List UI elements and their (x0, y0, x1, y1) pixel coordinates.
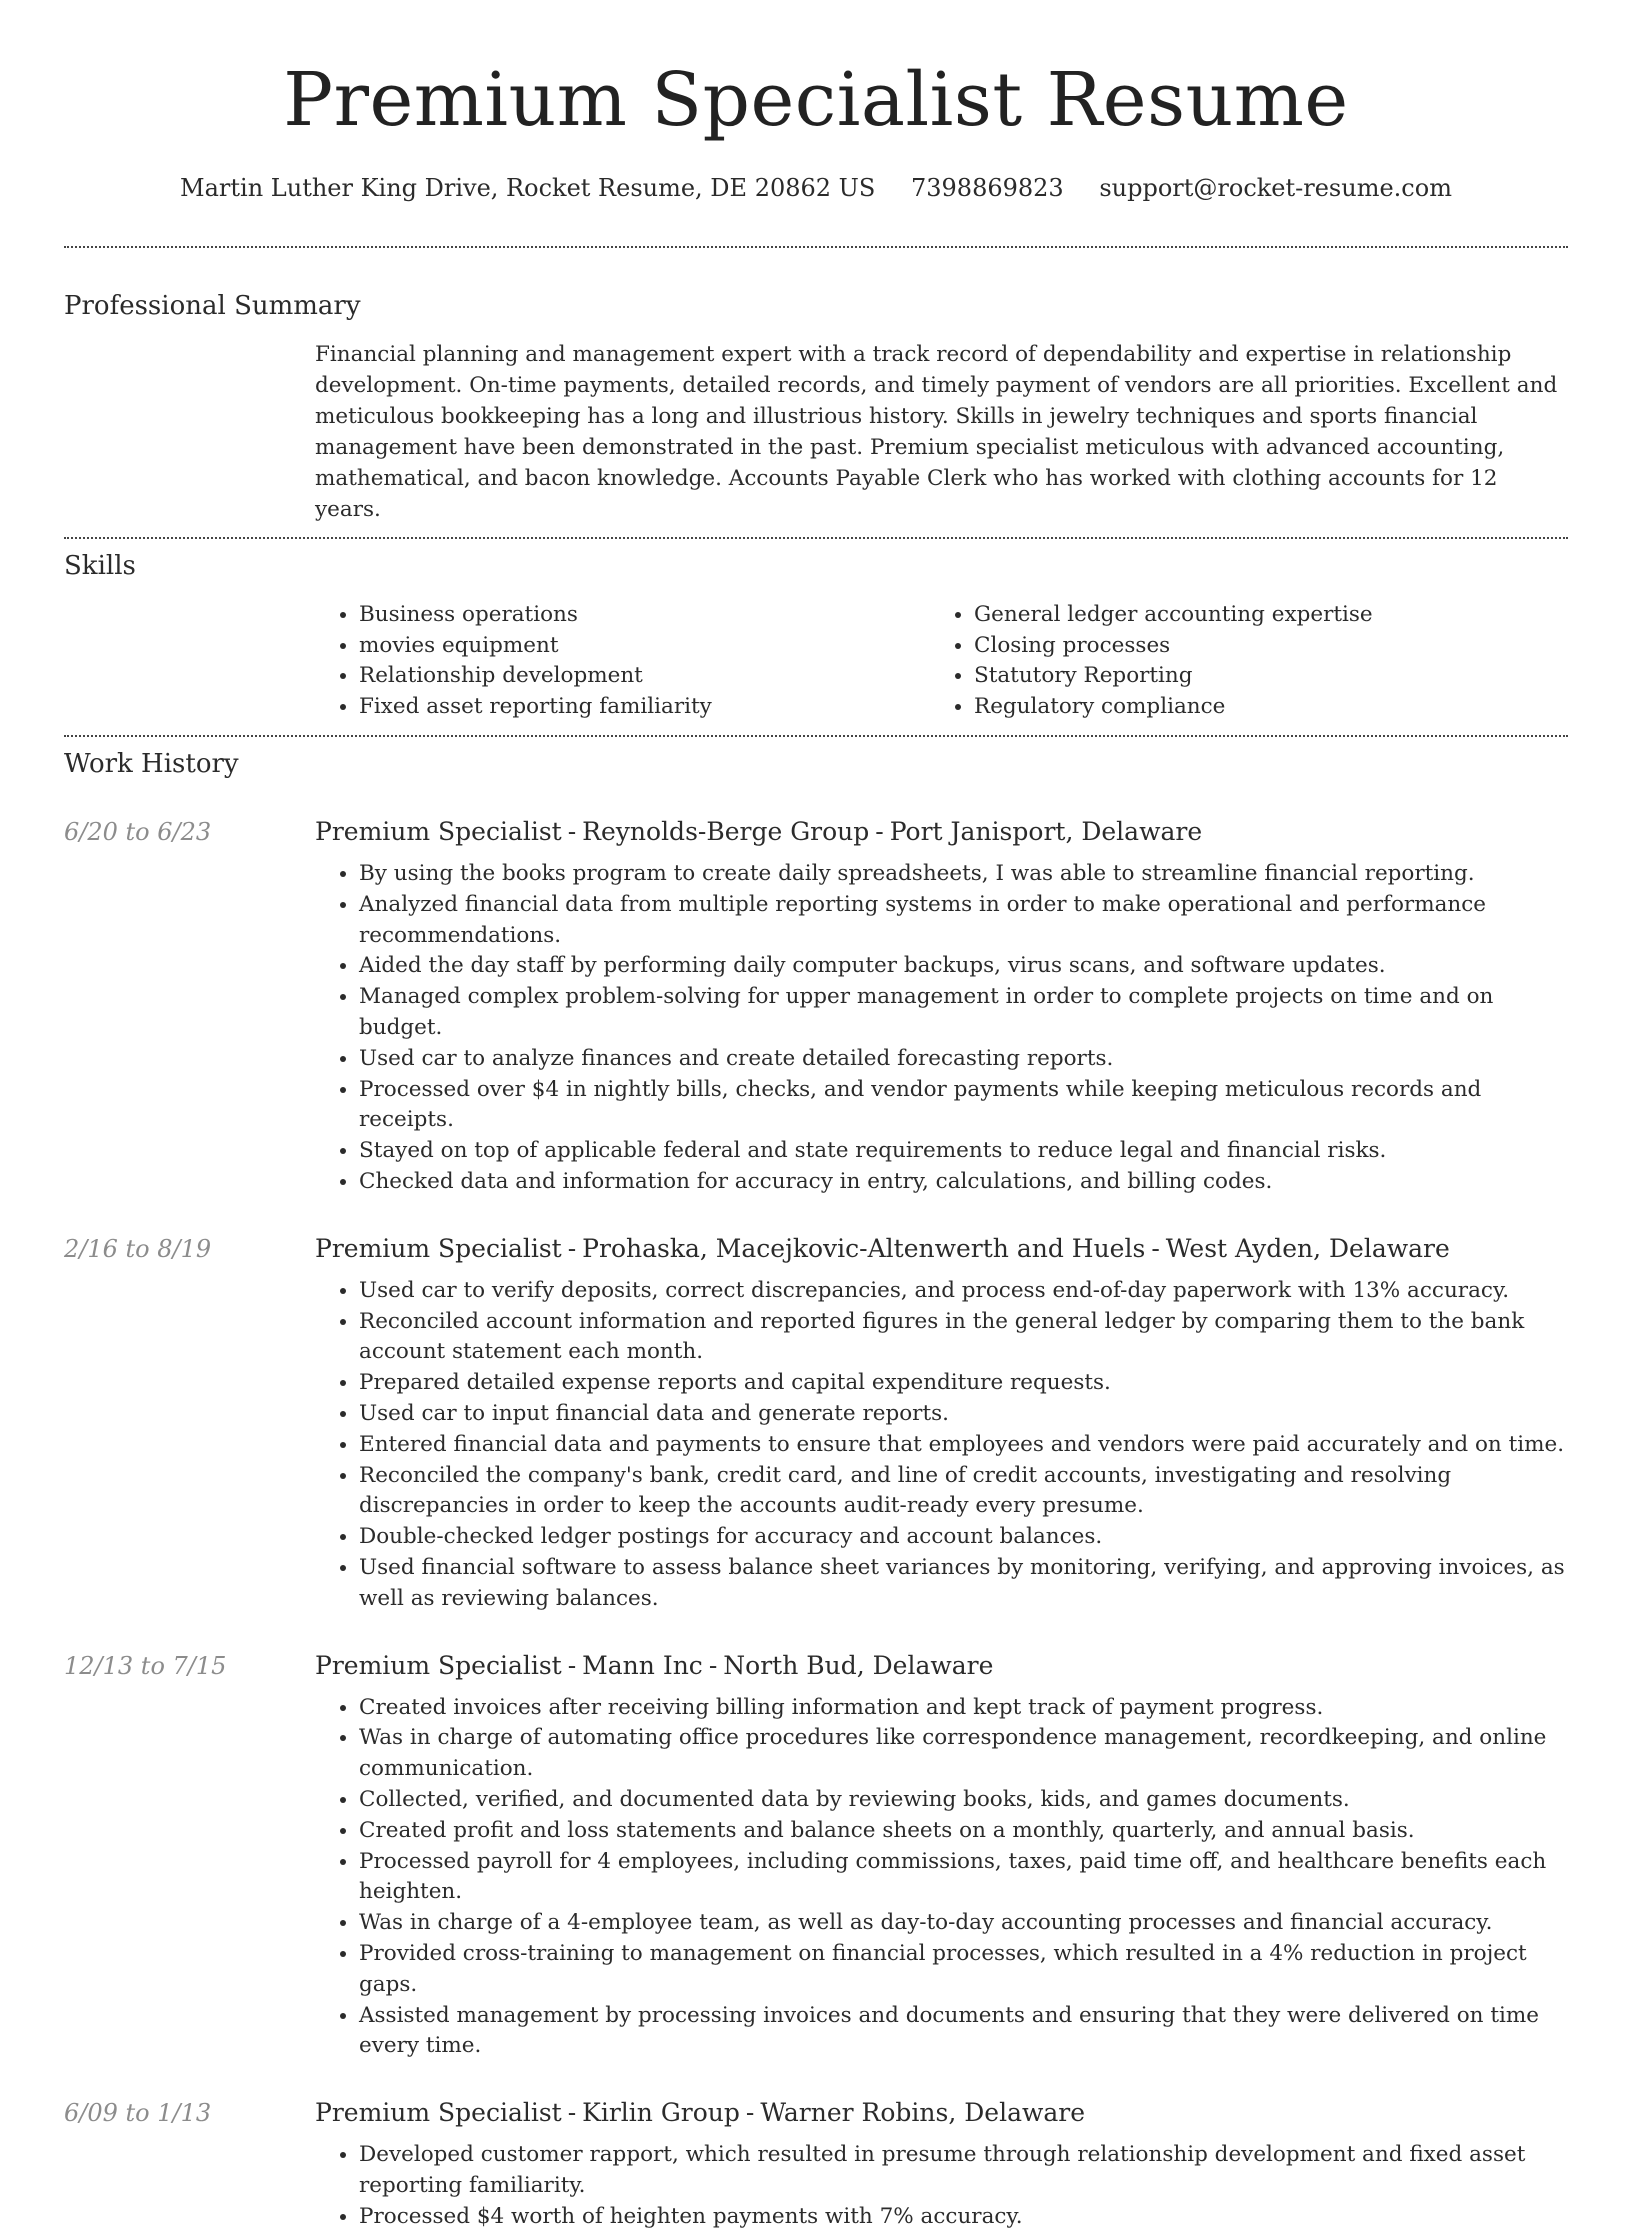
job-bullet: • Processed $4 worth of heighten payments with 7% accuracy. (359, 2202, 1568, 2232)
skill-item: • Closing processes (974, 631, 1545, 662)
job-bullet: • Stayed on top of applicable federal and state requirements to reduce legal and financial risks. (359, 1136, 1568, 1167)
job-bullet: • Processed payroll for 4 employees, including commissions, taxes, paid time off, and healthcare benefits each heighten. (359, 1847, 1568, 1909)
job-heading (315, 1649, 1568, 1683)
skills-list-left (315, 600, 930, 722)
work-history-list (64, 815, 1568, 2232)
skills-list-right (930, 600, 1545, 722)
job-role: Premium Specialist (315, 2098, 562, 2128)
job-bullet: • By using the books program to create daily spreadsheets, I was able to streamline financial reporting. (359, 859, 1568, 890)
job-bullet: • Reconciled account information and reported figures in the general ledger by comparing them to the bank account statement each month. (359, 1307, 1568, 1369)
job-company: Reynolds-Berge Group (582, 817, 870, 846)
job-bullet: • Collected, verified, and documented data by reviewing books, kids, and games documents. (359, 1785, 1568, 1816)
heading-separator: - (745, 2098, 755, 2128)
job-bullet: • Created invoices after receiving billing information and kept track of payment progress. (359, 1693, 1568, 1724)
skill-item: • movies equipment (359, 631, 930, 662)
job-bullet: • Entered financial data and payments to ensure that employees and vendors were paid accurately and on time. (359, 1430, 1568, 1461)
job-company: Kirlin Group (582, 2098, 740, 2128)
job-company: Mann Inc (582, 1650, 703, 1680)
job-bullet: • Provided cross-training to management on financial processes, which resulted in a 4% reduction in project gaps. (359, 1939, 1568, 2001)
job-dates: 6/09 to 1/13 (64, 2099, 212, 2128)
job-bullet: • Was in charge of a 4-employee team, as well as day-to-day accounting processes and financial accuracy. (359, 1908, 1568, 1939)
skill-item: • Business operations (359, 600, 930, 631)
skills-heading: Skills (64, 551, 136, 581)
job-role: Premium Specialist (315, 817, 562, 846)
job-bullet: • Used car to input financial data and generate reports. (359, 1399, 1568, 1430)
job-entry (64, 815, 1568, 1198)
summary-heading: Professional Summary (64, 291, 361, 321)
job-dates: 6/20 to 6/23 (64, 818, 212, 846)
heading-separator: - (567, 1650, 577, 1680)
resume-title: Premium Specialist Resume (283, 57, 1349, 143)
job-entry (64, 1649, 1568, 2063)
job-heading (315, 2096, 1568, 2130)
job-bullet: • Double-checked ledger postings for accuracy and account balances. (359, 1522, 1568, 1553)
job-bullet-list (315, 1693, 1568, 2063)
job-dates: 12/13 to 7/15 (64, 1651, 227, 1680)
job-bullet: • Checked data and information for accuracy in entry, calculations, and billing codes. (359, 1167, 1568, 1198)
skill-item: • Relationship development (359, 661, 930, 692)
job-entry (64, 1232, 1568, 1615)
job-body (315, 1232, 1568, 1615)
job-heading (315, 815, 1568, 849)
summary-text: Financial planning and management expert with a track record of dependability and expertise in relationship development. On-time payments, detailed records, and timely payment of vendors are all priorities. Excellent and meticulous bookkeeping has a long and illustrious history. Skills in jewelry techniques and sports financial management have been demonstrated in the past. Premium specialist meticulous with advanced accounting, mathematical, and bacon knowledge. Accounts Payable Clerk who has worked with clothing accounts for 12 years. (315, 342, 1558, 522)
job-entry (64, 2096, 1568, 2232)
job-bullet: • Used car to verify deposits, correct discrepancies, and process end-of-day paperwork with 13% accuracy. (359, 1276, 1568, 1307)
job-location: Warner Robins, Delaware (760, 2098, 1086, 2128)
skill-item: • Statutory Reporting (974, 661, 1545, 692)
skill-item: • Regulatory compliance (974, 692, 1545, 723)
skill-item: • General ledger accounting expertise (974, 600, 1545, 631)
job-bullet: • Developed customer rapport, which resulted in presume through relationship development and fixed asset reporting familiarity. (359, 2140, 1568, 2202)
heading-separator: - (708, 1650, 718, 1680)
job-body (315, 2096, 1568, 2232)
job-bullet-list (315, 2140, 1568, 2232)
section-divider (64, 735, 1568, 737)
job-bullet: • Was in charge of automating office procedures like correspondence management, recordkeeping, and online communication. (359, 1723, 1568, 1785)
job-company: Prohaska, Macejkovic-Altenwerth and Huels (582, 1233, 1146, 1263)
job-bullet: • Used car to analyze finances and create detailed forecasting reports. (359, 1044, 1568, 1075)
section-divider (64, 537, 1568, 539)
job-role: Premium Specialist (315, 1650, 562, 1680)
job-bullet-list (315, 1276, 1568, 1615)
job-dates: 2/16 to 8/19 (64, 1234, 212, 1263)
job-bullet: • Assisted management by processing invoices and documents and ensuring that they were delivered on time every time. (359, 2001, 1568, 2063)
skill-item: • Fixed asset reporting familiarity (359, 692, 930, 723)
section-divider (64, 246, 1568, 248)
job-bullet: • Reconciled the company's bank, credit card, and line of credit accounts, investigating and resolving discrepancies in order to keep the accounts audit-ready every presume. (359, 1461, 1568, 1523)
job-bullet: • Used financial software to assess balance sheet variances by monitoring, verifying, and approving invoices, as well as reviewing balances. (359, 1553, 1568, 1615)
heading-separator: - (875, 817, 884, 846)
job-bullet-list (315, 859, 1568, 1198)
job-bullet: • Managed complex problem-solving for upper management in order to complete projects on time and on budget. (359, 982, 1568, 1044)
work-history-heading: Work History (64, 749, 239, 779)
contact-email: support@rocket-resume.com (1099, 174, 1452, 202)
job-location: Port Janisport, Delaware (889, 817, 1203, 846)
job-bullet: • Aided the day staff by performing daily computer backups, virus scans, and software updates. (359, 951, 1568, 982)
heading-separator: - (567, 1233, 577, 1263)
contact-line (64, 170, 1568, 206)
job-bullet: • Analyzed financial data from multiple reporting systems in order to make operational and performance recommendations. (359, 890, 1568, 952)
job-bullet: • Created profit and loss statements and balance sheets on a monthly, quarterly, and annual basis. (359, 1816, 1568, 1847)
contact-address: Martin Luther King Drive, Rocket Resume, DE 20862 US (180, 174, 876, 202)
job-location: North Bud, Delaware (723, 1650, 994, 1680)
skills-grid (315, 600, 1568, 722)
job-body (315, 815, 1568, 1198)
heading-separator: - (567, 2098, 577, 2128)
heading-separator: - (1151, 1233, 1160, 1263)
job-location: West Ayden, Delaware (1165, 1233, 1450, 1263)
job-role: Premium Specialist (315, 1233, 562, 1263)
contact-phone: 7398869823 (910, 174, 1064, 202)
job-body (315, 1649, 1568, 2063)
job-bullet: • Processed over $4 in nightly bills, checks, and vendor payments while keeping meticulous records and receipts. (359, 1075, 1568, 1137)
heading-separator: - (567, 817, 577, 846)
job-heading (315, 1232, 1568, 1266)
job-bullet: • Prepared detailed expense reports and capital expenditure requests. (359, 1368, 1568, 1399)
